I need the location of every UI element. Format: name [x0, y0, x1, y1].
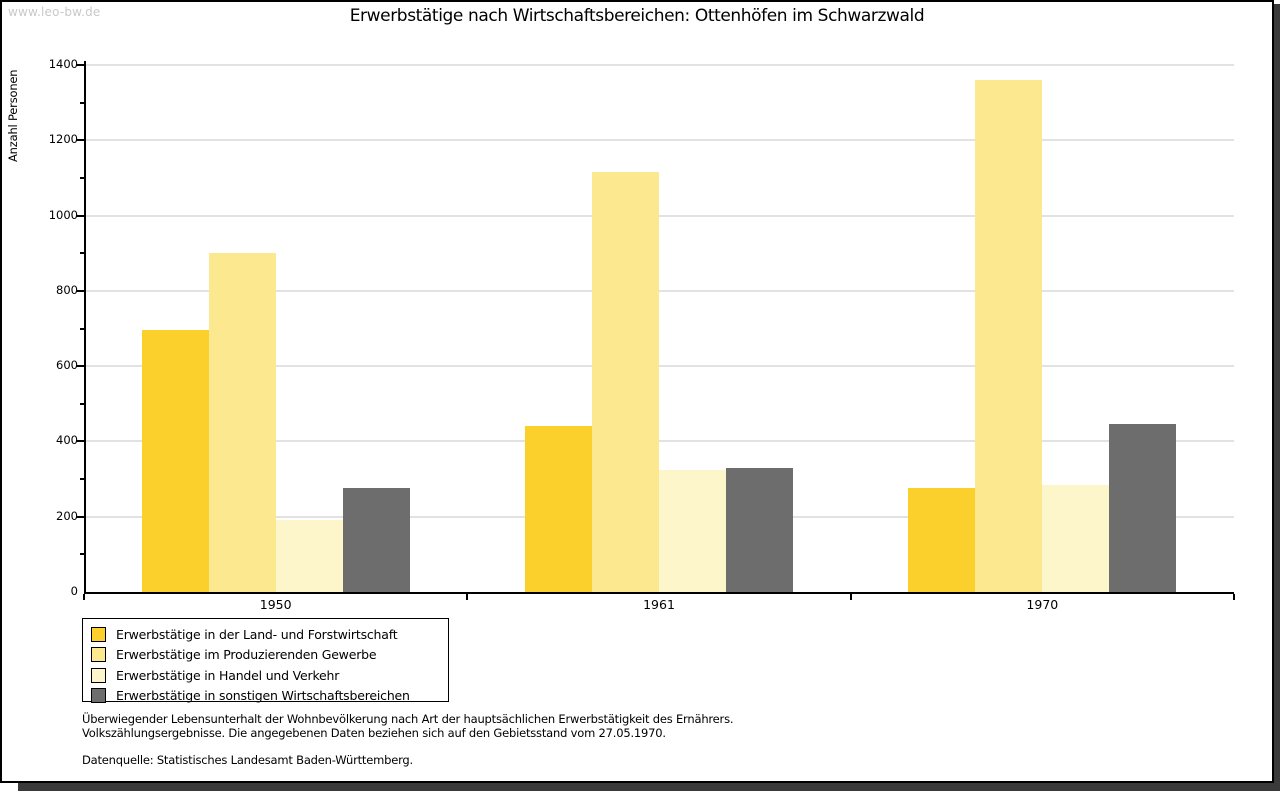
x-tick-2 — [850, 594, 852, 600]
y-tick-label-400: 400 — [56, 433, 78, 448]
footnote — [82, 712, 733, 767]
x-category-label-1970: 1970 — [1026, 597, 1059, 612]
chart-title: Erwerbstätige nach Wirtschaftsbereichen: Ottenhöfen im Schwarzwald — [349, 6, 925, 26]
watermark: www.leo-bw.de — [8, 5, 101, 19]
legend — [82, 618, 449, 702]
bar-1950-series1 — [142, 330, 209, 592]
y-tick-label-1400: 1400 — [48, 57, 78, 71]
x-tick-3 — [1233, 594, 1235, 600]
frame-shadow-right — [1274, 4, 1280, 791]
bar-1961-series4 — [726, 468, 793, 592]
y-minor-tick-1100 — [80, 177, 84, 179]
legend-item-1 — [83, 624, 448, 645]
gridline-1200 — [86, 139, 1234, 141]
bar-1970-series2 — [975, 80, 1042, 592]
data-source: Datenquelle: Statistisches Landesamt Baden-Württemberg. — [82, 753, 413, 767]
y-minor-tick-1300 — [80, 102, 84, 104]
legend-swatch-1 — [91, 627, 106, 642]
bar-1961-series3 — [659, 470, 726, 592]
y-minor-tick-500 — [80, 403, 84, 405]
x-tick-1 — [466, 594, 468, 600]
legend-label-2: Erwerbstätige im Produzierenden Gewerbe — [116, 647, 377, 663]
y-minor-tick-300 — [80, 478, 84, 480]
frame-shadow-bottom — [18, 783, 1280, 791]
y-axis-line — [84, 61, 86, 594]
bar-1950-series4 — [343, 488, 410, 592]
y-tick-label-1200: 1200 — [48, 132, 78, 147]
bar-1970-series1 — [908, 488, 975, 592]
x-category-label-1950: 1950 — [259, 597, 292, 612]
legend-item-2 — [83, 645, 448, 666]
x-tick-0 — [83, 594, 85, 600]
gridline-1000 — [86, 215, 1234, 217]
gridline-1400 — [86, 64, 1234, 66]
y-tick-label-0: 0 — [70, 584, 78, 598]
y-tick-label-200: 200 — [56, 508, 78, 523]
bar-1970-series3 — [1042, 485, 1109, 592]
footnote-line-2: Volkszählungsergebnisse. Die angegebenen Daten beziehen sich auf den Gebietsstand vom 27.05.1970. — [82, 726, 666, 740]
x-category-label-1961: 1961 — [643, 597, 675, 612]
legend-label-3: Erwerbstätige in Handel und Verkehr — [116, 667, 340, 683]
legend-swatch-3 — [91, 668, 106, 683]
legend-label-1: Erwerbstätige in der Land- und Forstwirtschaft — [116, 626, 398, 642]
x-axis-line — [84, 592, 1234, 594]
footnote-line-1: Überwiegender Lebensunterhalt der Wohnbevölkerung nach Art der hauptsächlichen Erwerbstätigkeit des Ernährers. — [82, 712, 734, 726]
y-tick-label-800: 800 — [56, 282, 78, 297]
y-minor-tick-700 — [80, 328, 84, 330]
bar-1970-series4 — [1109, 424, 1176, 592]
y-minor-tick-900 — [80, 252, 84, 254]
bar-1950-series3 — [276, 520, 343, 592]
legend-label-4: Erwerbstätige in sonstigen Wirtschaftsbereichen — [116, 688, 410, 704]
bar-1950-series2 — [209, 253, 276, 592]
plot-area — [84, 63, 1234, 592]
legend-item-3 — [83, 665, 448, 686]
y-axis-label: Anzahl Personen — [6, 69, 20, 162]
y-tick-label-1000: 1000 — [48, 207, 78, 222]
y-tick-label-600: 600 — [56, 358, 78, 373]
legend-item-4 — [83, 686, 448, 707]
bar-1961-series2 — [592, 172, 659, 592]
y-minor-tick-100 — [80, 553, 84, 555]
legend-swatch-4 — [91, 688, 106, 703]
bar-1961-series1 — [525, 426, 592, 592]
legend-swatch-2 — [91, 647, 106, 662]
